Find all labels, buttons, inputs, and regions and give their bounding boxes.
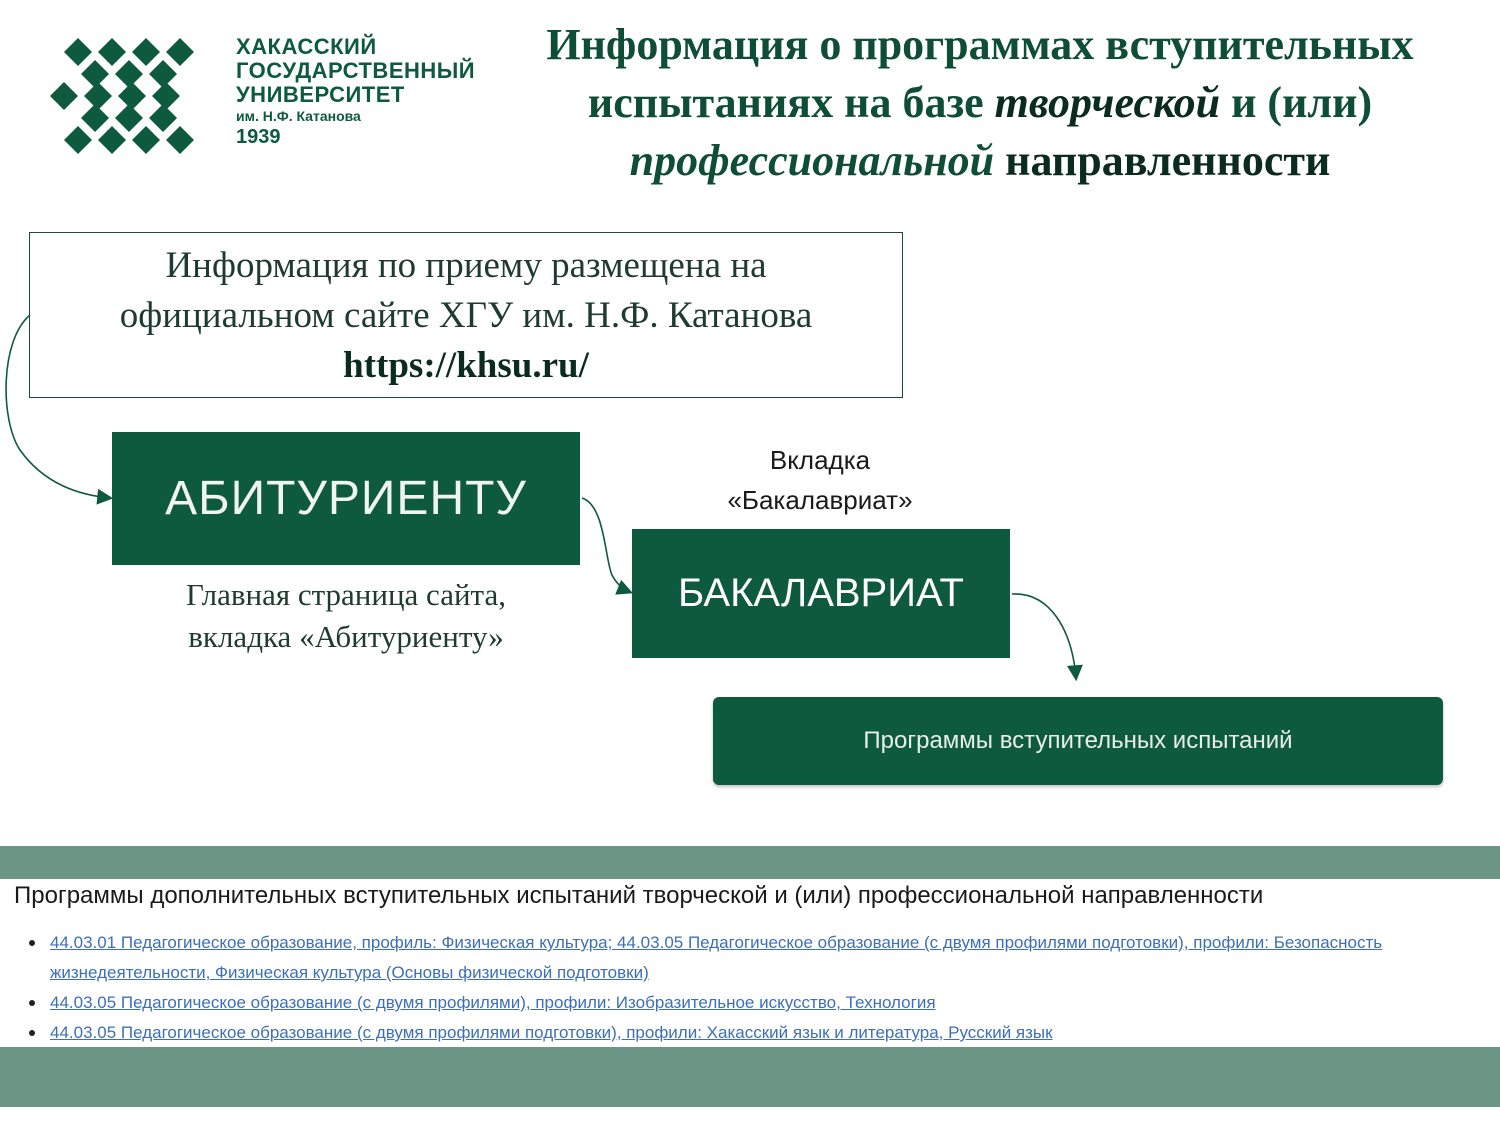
title-italic-1: творческой — [994, 78, 1221, 127]
bakalavriat-button[interactable]: БАКАЛАВРИАТ — [632, 529, 1010, 658]
arrow-info-to-abiturient — [6, 315, 110, 498]
list-item — [50, 1018, 1490, 1048]
list-item — [50, 988, 1490, 1018]
logo-line-1: ХАКАССКИЙ — [236, 34, 377, 59]
title-part-3: направленности — [994, 136, 1331, 185]
abiturient-caption — [112, 574, 580, 658]
title-part-2: и (или) — [1220, 78, 1373, 127]
title-part-1: Информация о программах вступительных испытаниях на базе — [546, 20, 1414, 127]
bakalavriat-caption — [640, 440, 1000, 520]
logo-line-2: ГОСУДАРСТВЕННЫЙ — [236, 58, 476, 83]
bakalavriat-caption-line-2: «Бакалавриат» — [727, 485, 913, 515]
programs-section — [0, 879, 1500, 1047]
programs-list — [50, 928, 1490, 1048]
abiturient-caption-line-2: вкладка «Абитуриенту» — [188, 619, 504, 654]
program-link[interactable]: 44.03.01 Педагогическое образование, профиль: Физическая культура; 44.03.05 Педагогическое образование (с двумя профилями подготовки), профили: Безопасность жизнедеятельности, Физическая культура (Основы физической подготовки) — [50, 933, 1383, 982]
abiturient-button[interactable]: АБИТУРИЕНТУ — [112, 432, 580, 565]
program-link[interactable]: 44.03.05 Педагогическое образование (с двумя профилями), профили: Изобразительное искусство, Технология — [50, 993, 936, 1012]
band-top — [0, 846, 1500, 879]
entrance-exam-programs-button[interactable]: Программы вступительных испытаний — [713, 697, 1443, 785]
abiturient-caption-line-1: Главная страница сайта, — [186, 577, 506, 612]
info-line-1: Информация по приему размещена на — [165, 245, 767, 286]
program-link[interactable]: 44.03.05 Педагогическое образование (с двумя профилями подготовки), профили: Хакасский язык и литература, Русский язык — [50, 1023, 1053, 1042]
programs-heading: Программы дополнительных вступительных испытаний творческой и (или) профессиональной направленности — [14, 882, 1264, 909]
arrow-bakalavriat-to-programs — [1012, 594, 1076, 678]
logo-line-4: им. Н.Ф. Катанова — [236, 108, 361, 124]
list-item — [50, 928, 1490, 988]
title-italic-2: профессиональной — [629, 136, 995, 185]
logo-line-3: УНИВЕРСИТЕТ — [236, 82, 405, 107]
band-bottom — [0, 1047, 1500, 1107]
site-url[interactable]: https://khsu.ru/ — [343, 345, 589, 386]
bakalavriat-caption-line-1: Вкладка — [769, 445, 871, 475]
info-line-2: официальном сайте ХГУ им. Н.Ф. Катанова — [119, 295, 813, 336]
arrow-abiturient-to-bakalavriat — [582, 498, 630, 592]
logo-year: 1939 — [236, 126, 281, 148]
